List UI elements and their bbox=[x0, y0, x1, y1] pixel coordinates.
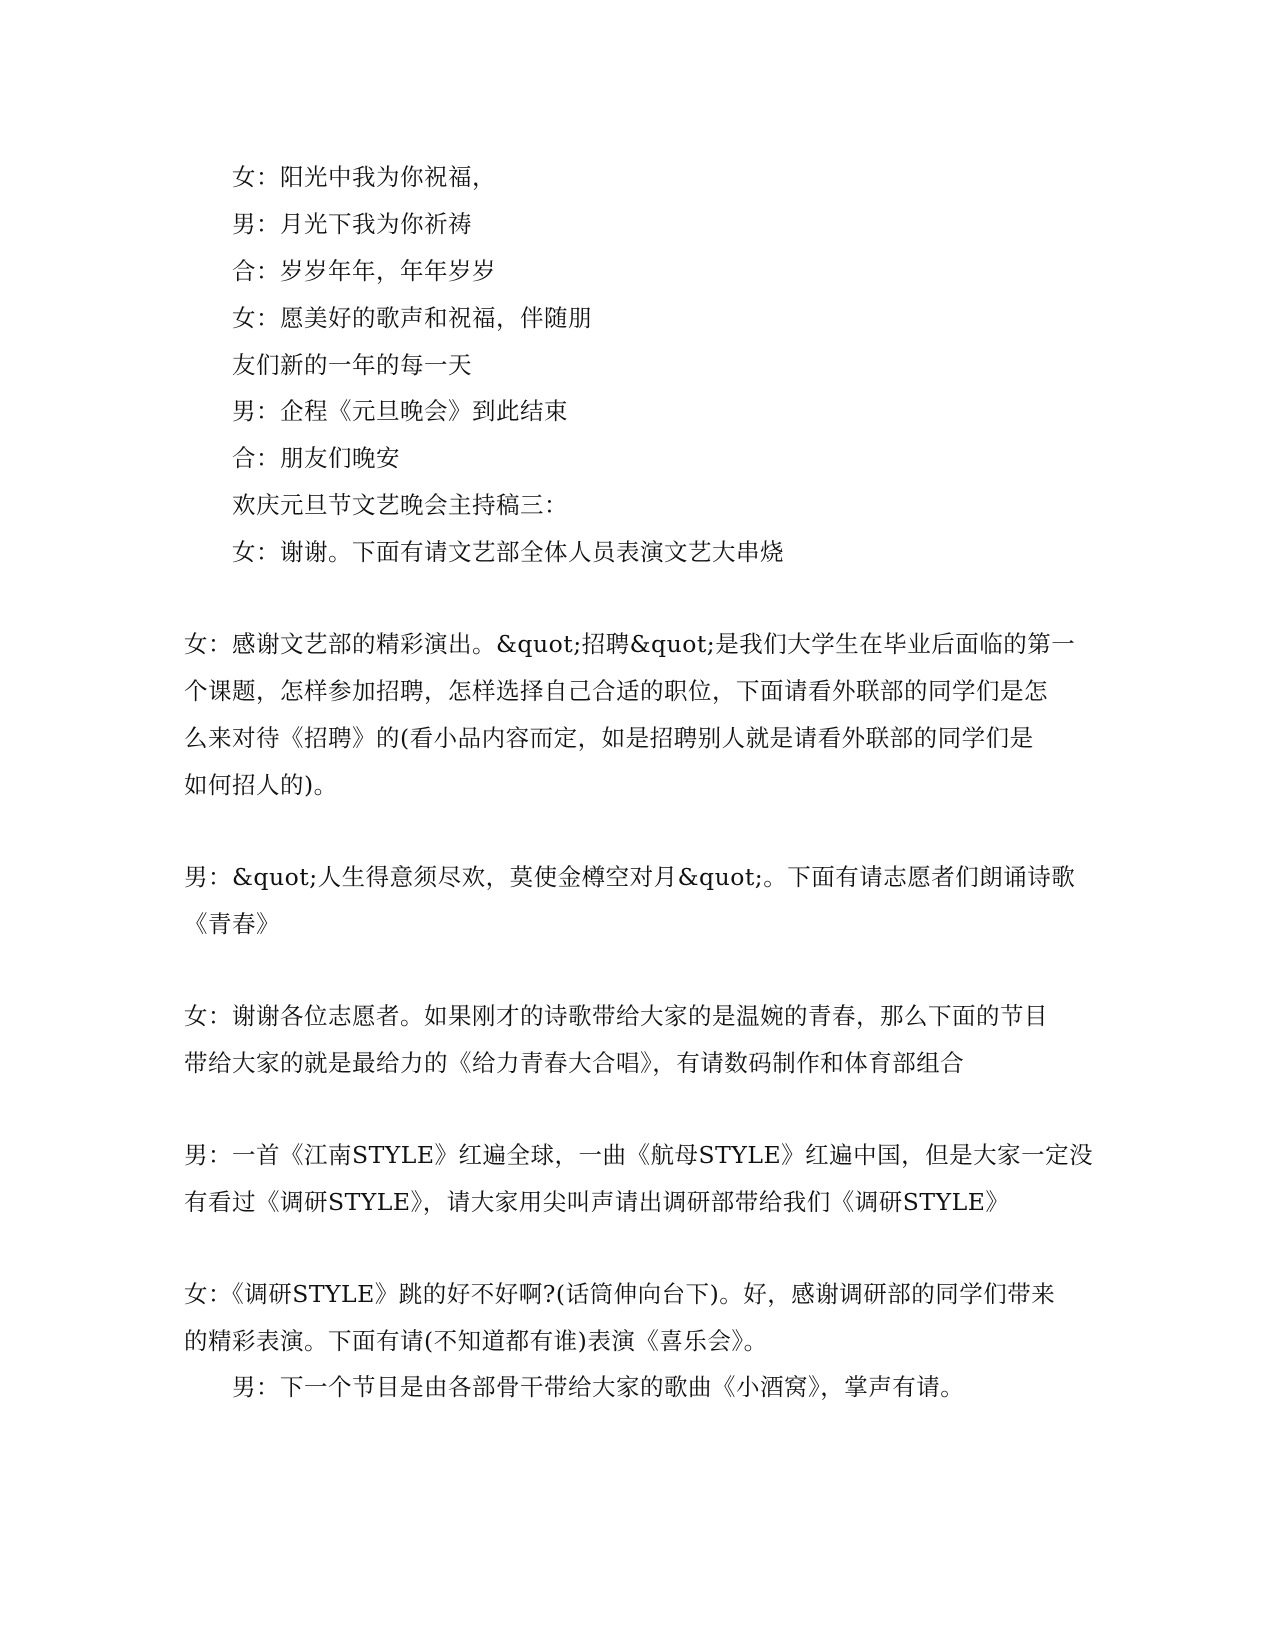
paragraph-line: 男：&quot;人生得意须尽欢，莫使金樽空对月&quot;。下面有请志愿者们朗诵诗歌 bbox=[184, 863, 1076, 891]
dialogue-line: 男：企程《元旦晚会》到此结束 bbox=[232, 397, 568, 425]
paragraph-line: 有看过《调研STYLE》，请大家用尖叫声请出调研部带给我们《调研STYLE》 bbox=[184, 1188, 1010, 1216]
paragraph-line: 带给大家的就是最给力的《给力青春大合唱》，有请数码制作和体育部组合 bbox=[184, 1049, 965, 1077]
paragraph-line: 女：谢谢各位志愿者。如果刚才的诗歌带给大家的是温婉的青春，那么下面的节目 bbox=[184, 1002, 1048, 1030]
dialogue-line: 女：愿美好的歌声和祝福，伴随朋 bbox=[232, 304, 592, 332]
paragraph-line: 如何招人的)。 bbox=[184, 771, 338, 799]
section-heading: 欢庆元旦节文艺晚会主持稿三： bbox=[232, 491, 568, 519]
dialogue-line: 男：月光下我为你祈祷 bbox=[232, 210, 472, 238]
paragraph-line: 女：《调研STYLE》跳的好不好啊?(话筒伸向台下)。好，感谢调研部的同学们带来 bbox=[184, 1280, 1056, 1308]
dialogue-line: 女：阳光中我为你祝福， bbox=[232, 163, 496, 191]
paragraph-line: 的精彩表演。下面有请(不知道都有谁)表演《喜乐会》。 bbox=[184, 1327, 768, 1355]
dialogue-line: 合：朋友们晚安 bbox=[232, 444, 400, 472]
dialogue-line: 合：岁岁年年，年年岁岁 bbox=[232, 257, 496, 285]
dialogue-line: 女：谢谢。下面有请文艺部全体人员表演文艺大串烧 bbox=[232, 538, 784, 566]
paragraph-line: 《青春》 bbox=[184, 910, 280, 938]
dialogue-line: 男：下一个节目是由各部骨干带给大家的歌曲《小酒窝》，掌声有请。 bbox=[232, 1373, 965, 1401]
dialogue-line: 友们新的一年的每一天 bbox=[232, 351, 472, 379]
paragraph-line: 男：一首《江南STYLE》红遍全球，一曲《航母STYLE》红遍中国，但是大家一定没 bbox=[184, 1141, 1094, 1169]
paragraph-line: 女：感谢文艺部的精彩演出。&quot;招聘&quot;是我们大学生在毕业后面临的第一 bbox=[184, 630, 1076, 658]
paragraph-line: 么来对待《招聘》的(看小品内容而定，如是招聘别人就是请看外联部的同学们是 bbox=[184, 724, 1034, 752]
paragraph-line: 个课题，怎样参加招聘，怎样选择自己合适的职位，下面请看外联部的同学们是怎 bbox=[184, 677, 1048, 705]
